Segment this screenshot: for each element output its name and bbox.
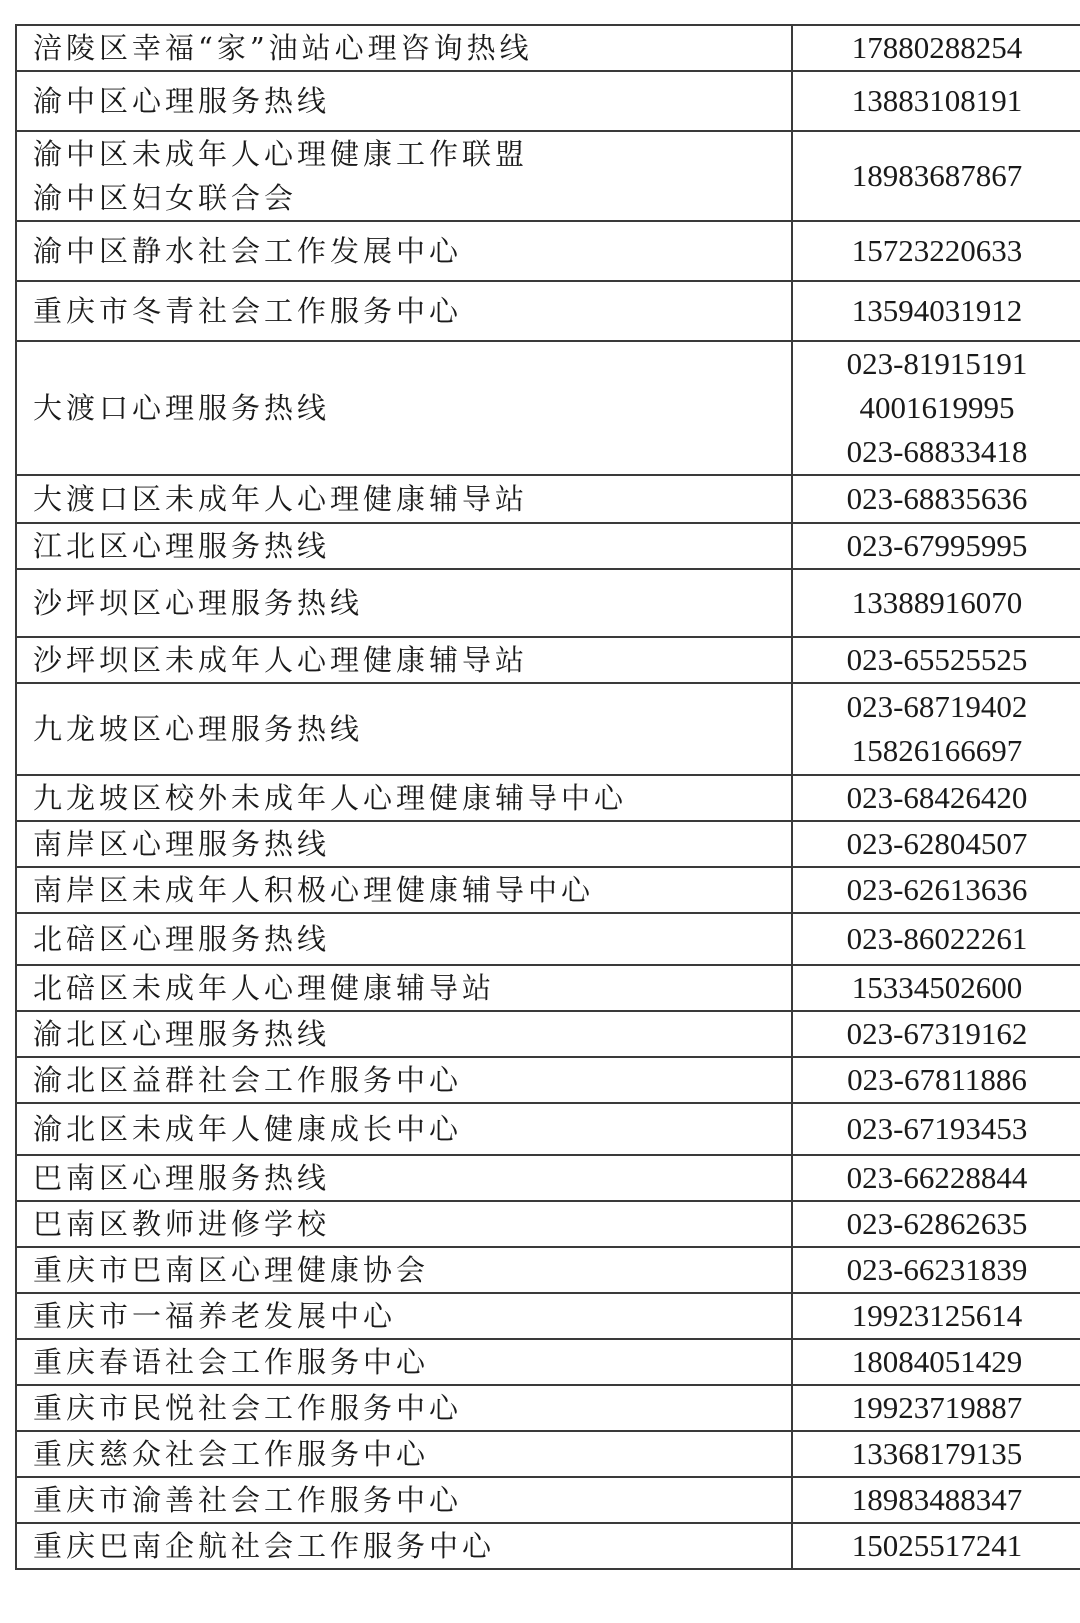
organization-name: 巴南区心理服务热线 (33, 1161, 331, 1195)
phone-number: 13883108191 (851, 83, 1023, 118)
organization-name: 重庆春语社会工作服务中心 (33, 1345, 430, 1379)
table-row (16, 1155, 1080, 1201)
phone-number-cell (792, 775, 1080, 821)
phone-number: 13594031912 (851, 293, 1023, 328)
phone-number-cell (792, 1201, 1080, 1247)
phone-number: 18084051429 (851, 1344, 1023, 1379)
organization-name: 重庆慈众社会工作服务中心 (33, 1437, 430, 1471)
organization-name-cell (16, 221, 792, 281)
phone-number: 023-62613636 (846, 872, 1028, 907)
phone-number: 13388916070 (851, 585, 1023, 620)
phone-number: 023-62862635 (846, 1206, 1028, 1241)
organization-name: 南岸区未成年人积极心理健康辅导中心 (33, 873, 595, 907)
organization-name: 重庆市民悦社会工作服务中心 (33, 1391, 463, 1425)
organization-name-cell (16, 1293, 792, 1339)
organization-name: 九龙坡区心理服务热线 (33, 712, 364, 746)
hotline-table-body (16, 25, 1080, 1569)
phone-number-cell (792, 913, 1080, 965)
table-row (16, 569, 1080, 637)
organization-name: 大渡口心理服务热线 (33, 391, 331, 425)
organization-name-cell (16, 867, 792, 913)
phone-number: 023-65525525 (846, 642, 1028, 677)
organization-name-cell (16, 1477, 792, 1523)
organization-name: 渝中区静水社会工作发展中心 (33, 234, 463, 268)
organization-name-cell (16, 1431, 792, 1477)
organization-name: 巴南区教师进修学校 (33, 1207, 331, 1241)
phone-number-cell (792, 1477, 1080, 1523)
phone-number-cell (792, 867, 1080, 913)
organization-name: 渝北区未成年人健康成长中心 (33, 1112, 463, 1146)
organization-name-cell (16, 1523, 792, 1569)
organization-name-cell (16, 775, 792, 821)
phone-number-cell (792, 1431, 1080, 1477)
table-row (16, 1057, 1080, 1103)
table-row (16, 71, 1080, 131)
phone-number-cell (792, 1057, 1080, 1103)
phone-number-cell (792, 221, 1080, 281)
organization-name: 涪陵区幸福“家”油站心理咨询热线 (33, 31, 533, 65)
organization-name-cell (16, 131, 792, 221)
organization-name: 渝中区心理服务热线 (33, 84, 331, 118)
phone-number: 023-68719402 (846, 689, 1028, 724)
phone-number: 19923719887 (851, 1390, 1023, 1425)
phone-number-cell (792, 1011, 1080, 1057)
organization-name: 渝北区心理服务热线 (33, 1017, 331, 1051)
phone-number-cell (792, 637, 1080, 683)
organization-name-cell (16, 1201, 792, 1247)
organization-name: 渝中区妇女联合会 (33, 181, 298, 215)
phone-number: 023-86022261 (846, 921, 1028, 956)
phone-number-cell (792, 1155, 1080, 1201)
table-row (16, 1339, 1080, 1385)
organization-name: 重庆市渝善社会工作服务中心 (33, 1483, 463, 1517)
organization-name: 江北区心理服务热线 (33, 529, 331, 563)
table-row (16, 1011, 1080, 1057)
hotline-table-container (15, 24, 1063, 1570)
organization-name-cell (16, 1011, 792, 1057)
phone-number-cell (792, 25, 1080, 71)
hotline-table (15, 24, 1080, 1570)
organization-name-cell (16, 341, 792, 475)
phone-number: 023-67995995 (846, 528, 1028, 563)
table-row (16, 775, 1080, 821)
organization-name: 北碚区心理服务热线 (33, 922, 331, 956)
organization-name: 九龙坡区校外未成年人心理健康辅导中心 (33, 781, 628, 815)
table-row (16, 965, 1080, 1011)
organization-name-cell (16, 25, 792, 71)
phone-number-cell (792, 683, 1080, 775)
organization-name-cell (16, 821, 792, 867)
organization-name: 重庆市一福养老发展中心 (33, 1299, 397, 1333)
phone-number: 023-62804507 (846, 826, 1028, 861)
organization-name-cell (16, 523, 792, 569)
phone-number-cell (792, 965, 1080, 1011)
phone-number-cell (792, 821, 1080, 867)
organization-name-cell (16, 1057, 792, 1103)
phone-number: 18983488347 (851, 1482, 1023, 1517)
table-row (16, 1431, 1080, 1477)
phone-number: 023-68426420 (846, 780, 1028, 815)
organization-name-cell (16, 913, 792, 965)
organization-name: 重庆市冬青社会工作服务中心 (33, 294, 463, 328)
phone-number: 13368179135 (851, 1436, 1023, 1471)
phone-number: 023-68835636 (846, 481, 1028, 516)
organization-name-cell (16, 1247, 792, 1293)
phone-number-cell (792, 475, 1080, 523)
organization-name-cell (16, 1339, 792, 1385)
phone-number-cell (792, 523, 1080, 569)
phone-number-cell (792, 1385, 1080, 1431)
table-row (16, 1523, 1080, 1569)
phone-number-cell (792, 1103, 1080, 1155)
phone-number-cell (792, 341, 1080, 475)
table-row (16, 1293, 1080, 1339)
phone-number: 4001619995 (859, 390, 1015, 425)
table-row (16, 867, 1080, 913)
organization-name: 北碚区未成年人心理健康辅导站 (33, 971, 496, 1005)
organization-name-cell (16, 1385, 792, 1431)
phone-number: 15826166697 (851, 733, 1023, 768)
phone-number-cell (792, 1339, 1080, 1385)
table-row (16, 913, 1080, 965)
table-row (16, 821, 1080, 867)
phone-number: 023-66228844 (846, 1160, 1028, 1195)
phone-number-cell (792, 131, 1080, 221)
table-row (16, 281, 1080, 341)
phone-number-cell (792, 1247, 1080, 1293)
organization-name-cell (16, 1155, 792, 1201)
table-row (16, 1247, 1080, 1293)
phone-number: 023-81915191 (846, 346, 1028, 381)
phone-number-cell (792, 281, 1080, 341)
organization-name: 渝北区益群社会工作服务中心 (33, 1063, 463, 1097)
organization-name: 渝中区未成年人心理健康工作联盟 (33, 137, 529, 171)
table-row (16, 221, 1080, 281)
phone-number-cell (792, 1293, 1080, 1339)
table-row (16, 523, 1080, 569)
organization-name-cell (16, 637, 792, 683)
organization-name-cell (16, 1103, 792, 1155)
table-row (16, 1385, 1080, 1431)
phone-number: 023-67319162 (846, 1016, 1028, 1051)
table-row (16, 475, 1080, 523)
table-row (16, 131, 1080, 221)
phone-number: 19923125614 (851, 1298, 1023, 1333)
organization-name-cell (16, 475, 792, 523)
table-row (16, 1477, 1080, 1523)
phone-number: 15025517241 (851, 1528, 1023, 1563)
organization-name: 沙坪坝区未成年人心理健康辅导站 (33, 643, 529, 677)
organization-name-cell (16, 281, 792, 341)
organization-name: 重庆巴南企航社会工作服务中心 (33, 1529, 496, 1563)
phone-number: 18983687867 (851, 158, 1023, 193)
phone-number: 15723220633 (851, 233, 1023, 268)
table-row (16, 1201, 1080, 1247)
organization-name: 重庆市巴南区心理健康协会 (33, 1253, 430, 1287)
organization-name: 沙坪坝区心理服务热线 (33, 586, 364, 620)
phone-number-cell (792, 71, 1080, 131)
table-row (16, 1103, 1080, 1155)
phone-number: 15334502600 (851, 970, 1023, 1005)
table-row (16, 25, 1080, 71)
phone-number-cell (792, 569, 1080, 637)
organization-name-cell (16, 965, 792, 1011)
phone-number: 023-67811886 (847, 1062, 1027, 1097)
phone-number-cell (792, 1523, 1080, 1569)
phone-number: 023-67193453 (846, 1111, 1028, 1146)
phone-number: 023-66231839 (846, 1252, 1028, 1287)
phone-number: 17880288254 (851, 30, 1023, 65)
table-row (16, 341, 1080, 475)
organization-name-cell (16, 569, 792, 637)
phone-number: 023-68833418 (846, 434, 1028, 469)
organization-name-cell (16, 71, 792, 131)
organization-name-cell (16, 683, 792, 775)
table-row (16, 683, 1080, 775)
table-row (16, 637, 1080, 683)
organization-name: 南岸区心理服务热线 (33, 827, 331, 861)
organization-name: 大渡口区未成年人心理健康辅导站 (33, 482, 529, 516)
